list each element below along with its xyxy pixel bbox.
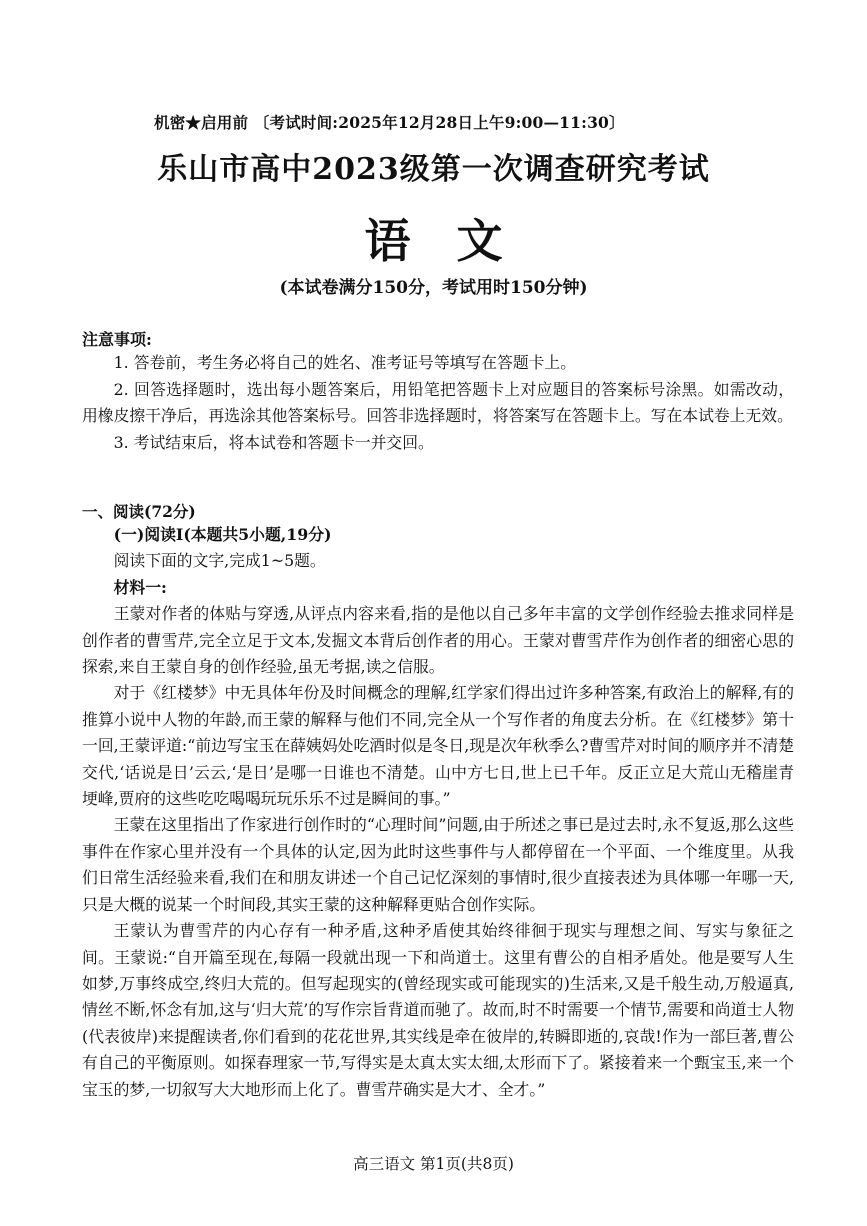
reading-instruction: 阅读下面的文字,完成1~5题。 — [113, 551, 326, 571]
note-item: 2. 回答选择题时，选出每小题答案后，用铅笔把答题卡上对应题目的答案标号涂黑。如需改动，用橡皮擦干净后，再选涂其他答案标号。回答非选择题时，将答案写在答题卡上。写在本试卷上无效。 — [82, 379, 794, 426]
reading-passage — [82, 522, 794, 1103]
page-footer: 高三语文 第1页(共8页) — [353, 1155, 514, 1173]
exam-title: 乐山市高中2023级第一次调查研究考试 — [157, 152, 710, 187]
passage-paragraph: 王蒙在这里指出了作家进行创作时的“心理时间”问题,由于所述之事已是过去时,永不复返,那么这些事件在作家心里并没有一个具体的认定,因为此时这些事件与人都停留在一个平面、一个维度里。从我们日常生活经验来看,我们在和朋友讲述一个自己记忆深刻的事情时,很少直接表述为具体哪一年哪一天,只是大概的说某一个时间段,其实王蒙的这种解释更贴合创作实际。 — [82, 815, 794, 914]
notes-heading: 注意事项: — [82, 330, 152, 349]
notes-list — [82, 350, 794, 456]
section-heading: 一、阅读(72分) — [82, 502, 196, 521]
note-item: 1. 答卷前，考生务必将自己的姓名、准考证号等填写在答题卡上。 — [113, 353, 577, 372]
subsection-heading: (一)阅读Ⅰ(本题共5小题,19分) — [113, 525, 332, 544]
confidential-line: 机密★启用前 〔考试时间:2025年12月28日上午9:00—11:30〕 — [154, 113, 625, 132]
passage-paragraph: 对于《红楼梦》中无具体年份及时间概念的理解,红学家们得出过许多种答案,有政治上的解释,有的推算小说中人物的年龄,而王蒙的解释与他们不同,完全从一个写作者的角度去分析。在《红楼梦》第十一回,王蒙评道:“前边写宝玉在薛姨妈处吃酒时似是冬日,现是次年秋季么?曹雪芹对时间的顺序并不清楚交代,‘话说是日’云云,‘是日’是哪一日谁也不清楚。山中方七日,世上已千年。反正立足大荒山无稽崖青埂峰,贾府的这些吃吃喝喝玩玩乐乐不过是瞬间的事。” — [82, 683, 794, 809]
material-label: 材料一: — [113, 577, 167, 597]
passage-paragraph: 王蒙对作者的体贴与穿透,从评点内容来看,指的是他以自己多年丰富的文学创作经验去推求同样是创作者的曹雪芹,完全立足于文本,发掘文本背后创作者的用心。王蒙对曹雪芹作为创作者的细密心思的探索,来自王蒙自身的创作经验,虽无考据,读之信服。 — [82, 604, 794, 677]
passage-paragraph: 王蒙认为曹雪芹的内心存有一种矛盾,这种矛盾使其始终徘徊于现实与理想之间、写实与象征之间。王蒙说:“自开篇至现在,每隔一段就出现一下和尚道士。这里有曹公的自相矛盾处。他是要写人生如梦,万事终成空,终归大荒的。但写起现实的(曾经现实或可能现实的)生活来,又是千般生动,万般逼真,情丝不断,怀念有加,这与‘归大荒’的写作宗旨背道而驰了。故而,时不时需要一个情节,需要和尚道士人物(代表彼岸)来提醒读者,你们看到的花花世界,其实线是牵在彼岸的,转瞬即逝的,哀哉!作为一部巨著,曹公有自己的平衡原则。如探春理家一节,写得实是太真太实太细,太形而下了。紧接着来一个甄宝玉,来一个宝玉的梦,一切叙写大大地形而上化了。曹雪芹确实是大才、全才。” — [82, 921, 794, 1099]
score-info: (本试卷满分150分，考试用时150分钟) — [279, 278, 588, 298]
subject-title: 语文 — [364, 214, 549, 268]
note-item: 3. 考试结束后，将本试卷和答题卡一并交回。 — [113, 432, 434, 452]
